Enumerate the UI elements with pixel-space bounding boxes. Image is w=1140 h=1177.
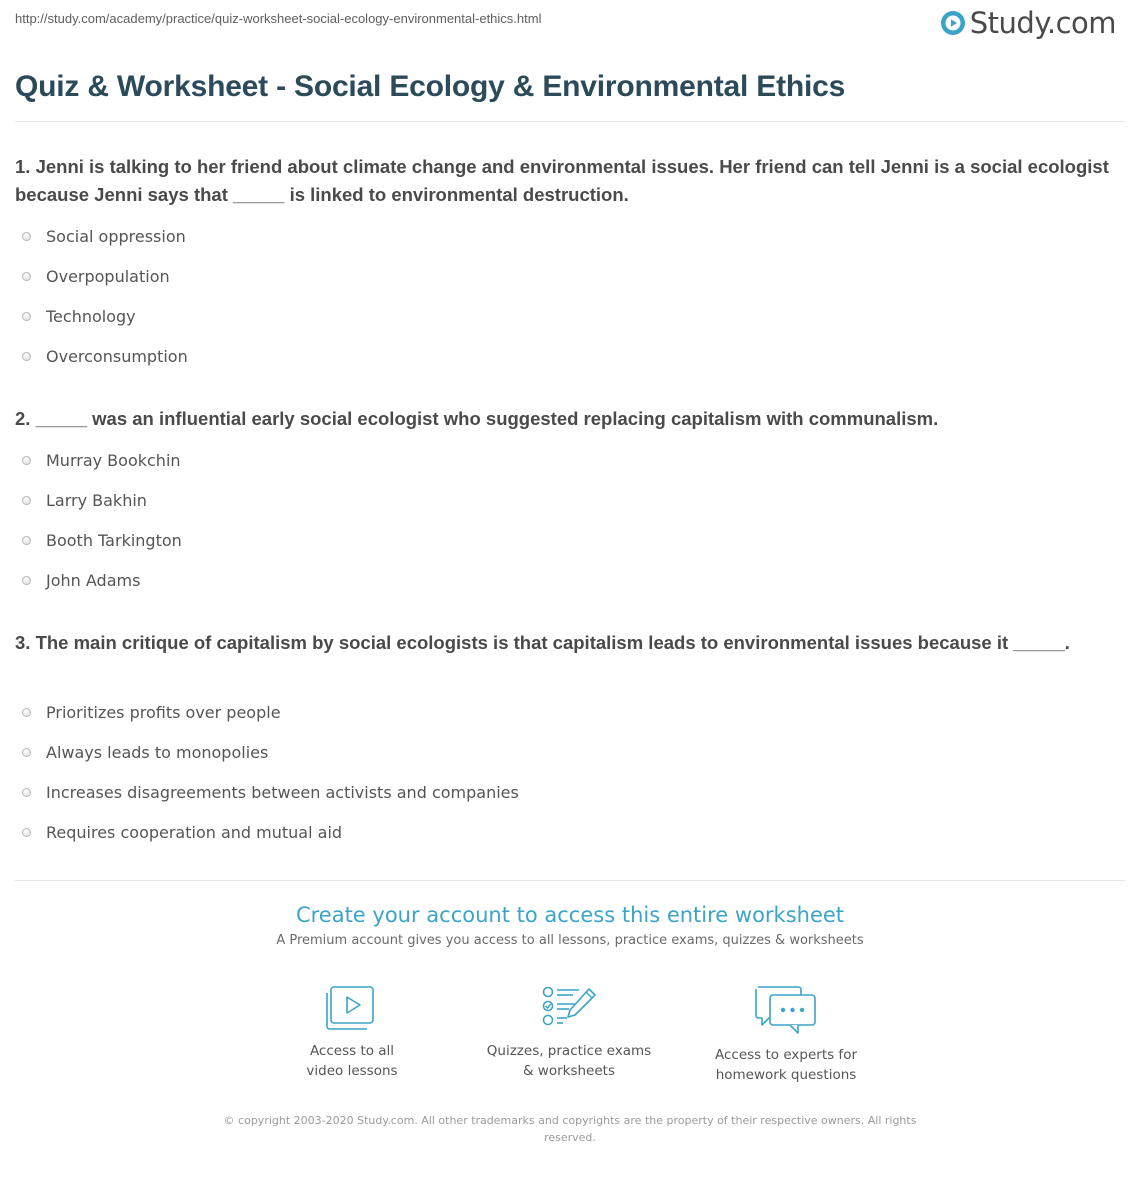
radio-button[interactable] bbox=[22, 272, 31, 281]
answer-option[interactable] bbox=[22, 256, 188, 296]
feature-label: Access to experts for homework questions bbox=[714, 1047, 857, 1083]
copyright-text: © copyright 2003-2020 Study.com. All other trademarks and copyrights are the property of their respective owners. All rights reserved. bbox=[223, 1114, 917, 1144]
answer-option[interactable] bbox=[22, 812, 519, 852]
radio-button[interactable] bbox=[22, 312, 31, 321]
radio-button[interactable] bbox=[22, 748, 31, 757]
cta-divider bbox=[15, 880, 1125, 881]
option-label: Social oppression bbox=[46, 226, 186, 246]
radio-button[interactable] bbox=[22, 536, 31, 545]
answer-option[interactable] bbox=[22, 772, 519, 812]
cta-subtitle: A Premium account gives you access to all lessons, practice exams, quizzes & worksheets bbox=[276, 933, 864, 948]
question-3: 3. The main critique of capitalism by social ecologists is that capitalism leads to environmental issues because it _____. bbox=[15, 632, 1070, 653]
question-1: 1. Jenni is talking to her friend about climate change and environmental issues. Her friend can tell Jenni is a social ecologist because Jenni says that _____ is linked to environmental destruction. bbox=[15, 156, 1109, 205]
option-label: Overpopulation bbox=[46, 266, 170, 286]
study-logo[interactable] bbox=[940, 6, 1116, 40]
option-label: Increases disagreements between activists and companies bbox=[46, 782, 519, 802]
option-label: Technology bbox=[46, 306, 136, 326]
question-2-options bbox=[22, 440, 182, 600]
option-label: Larry Bakhin bbox=[46, 490, 147, 510]
radio-button[interactable] bbox=[22, 708, 31, 717]
option-label: Overconsumption bbox=[46, 346, 188, 366]
title-divider bbox=[15, 121, 1125, 122]
option-label: Always leads to monopolies bbox=[46, 742, 269, 762]
radio-button[interactable] bbox=[22, 352, 31, 361]
answer-option[interactable] bbox=[22, 296, 188, 336]
question-1-options bbox=[22, 216, 188, 376]
answer-option[interactable] bbox=[22, 732, 519, 772]
answer-option[interactable] bbox=[22, 520, 182, 560]
chat-bubbles-icon bbox=[754, 985, 818, 1035]
question-2: 2. _____ was an influential early social ecologist who suggested replacing capitalism with communalism. bbox=[15, 408, 939, 429]
option-label: Prioritizes profits over people bbox=[46, 702, 281, 722]
answer-option[interactable] bbox=[22, 440, 182, 480]
play-circle-icon bbox=[940, 10, 966, 36]
feature-label: Access to all video lessons bbox=[306, 1043, 398, 1079]
feature-quizzes bbox=[469, 985, 669, 1081]
answer-option[interactable] bbox=[22, 216, 188, 256]
option-label: Requires cooperation and mutual aid bbox=[46, 822, 343, 842]
radio-button[interactable] bbox=[22, 788, 31, 797]
radio-button[interactable] bbox=[22, 496, 31, 505]
radio-button[interactable] bbox=[22, 232, 31, 241]
video-lessons-icon bbox=[325, 985, 379, 1031]
page-url: http://study.com/academy/practice/quiz-worksheet-social-ecology-environmental-ethics.html bbox=[15, 11, 542, 26]
option-label: Murray Bookchin bbox=[46, 450, 181, 470]
radio-button[interactable] bbox=[22, 456, 31, 465]
radio-button[interactable] bbox=[22, 576, 31, 585]
answer-option[interactable] bbox=[22, 480, 182, 520]
create-account-link[interactable]: Create your account to access this entire worksheet bbox=[295, 903, 845, 927]
answer-option[interactable] bbox=[22, 336, 188, 376]
feature-experts bbox=[686, 985, 886, 1085]
radio-button[interactable] bbox=[22, 828, 31, 837]
quiz-checklist-icon bbox=[541, 985, 597, 1031]
feature-label: Quizzes, practice exams & worksheets bbox=[486, 1043, 652, 1079]
option-label: John Adams bbox=[46, 570, 141, 590]
question-3-options bbox=[22, 692, 519, 852]
answer-option[interactable] bbox=[22, 692, 519, 732]
feature-video-lessons bbox=[252, 985, 452, 1081]
answer-option[interactable] bbox=[22, 560, 182, 600]
page-title: Quiz & Worksheet - Social Ecology & Environmental Ethics bbox=[15, 70, 846, 103]
logo-text: Study.com bbox=[969, 6, 1116, 40]
option-label: Booth Tarkington bbox=[46, 530, 182, 550]
